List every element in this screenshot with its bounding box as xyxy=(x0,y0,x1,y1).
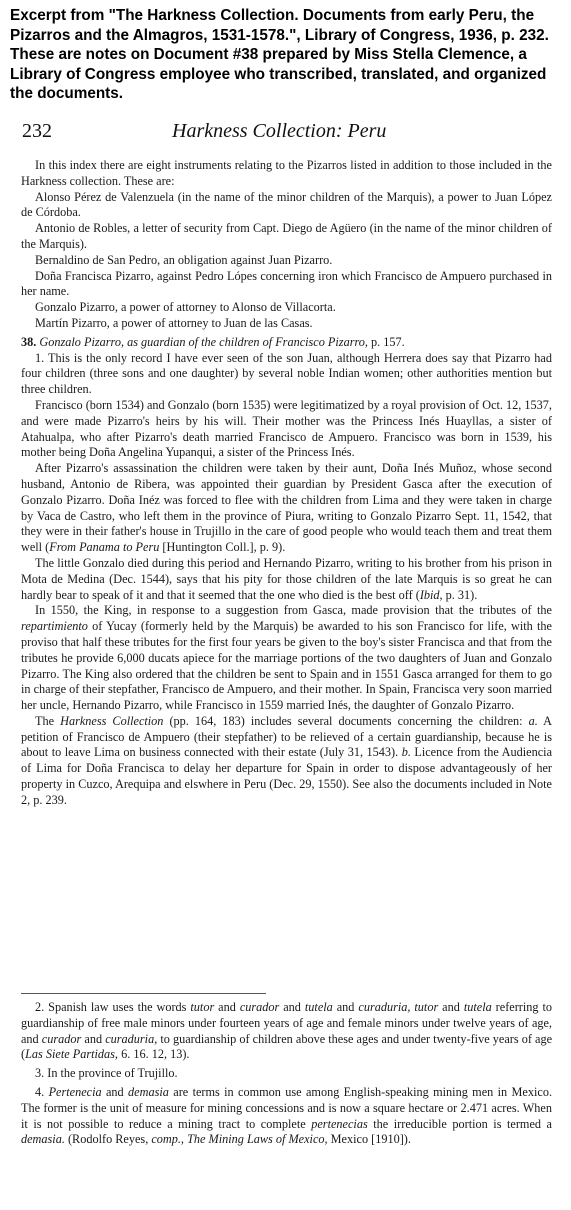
term: curador xyxy=(41,1031,82,1046)
citation: Las Siete Partidas, xyxy=(25,1047,118,1062)
footnotes xyxy=(21,1000,552,1151)
text-run: , p. 31). xyxy=(439,587,478,602)
citation: Harkness Collection xyxy=(60,713,164,728)
instrument-item: Martín Pizarro, a power of attorney to Juan de las Casas. xyxy=(35,315,313,330)
section-heading xyxy=(21,335,552,351)
text-run: The xyxy=(35,713,61,728)
text-run: and xyxy=(214,1000,240,1014)
excerpt-caption: Excerpt from "The Harkness Collection. Documents from early Peru, the Pizarros and the Almagros, 1531-1578.", Library of Congress, 1936, p. 232. These are notes on Document #38 prepared by Miss Stella Clemence, a Library of Congress employee who transcribed, translated, and organized the documents. xyxy=(10,7,549,103)
note-1-paragraph xyxy=(21,461,552,556)
note-1-paragraph: Francisco (born 1534) and Gonzalo (born 1535) were legitimatized by a royal provision of Oct. 12, 1537, and were made Pizarro's heirs by his will. Their mother was the Princess Inés Huayllas, a sister of Atahualpa, who after Pizarro's death married Francisco de Ampuero. Francisco was born in 1539, his mother being Doña Angelina Yupanqui, a sister of the Princess Inés. xyxy=(21,397,552,460)
instrument-item: Antonio de Robles, a letter of security from Capt. Diego de Agüero (in the name of the minor children of the Marquis). xyxy=(21,221,552,251)
text-run: of Yucay (formerly held by the Marquis) be awarded to his son Francisco for life, with the proviso that half these tributes for the first four years be given to the boy's sister Francisca and that from the tributes he provide 6,000 ducats apiece for the marriage portions of the two daughters of Juan and Gonzalo Pizarro. The King also ordered that the children be sent to Spain and in 1551 Gasca arranged for them to go in charge of their stepfather, Francisco de Ampuero, and their mother. In Spain, Francisca very soon married her uncle, Hernando Pizarro, while Francisco in 1559 married Inés, the daughter of Gonzalo Pizarro. xyxy=(21,619,552,713)
note-1-paragraph: 1. This is the only record I have ever seen of the son Juan, although Herrera does say that Pizarro had four children (three sons and one daughter) by several noble Indian women; other authorities mention but three children. xyxy=(21,350,552,397)
term: demasia. xyxy=(21,1132,65,1147)
list-marker: b. xyxy=(401,745,411,760)
section-page-ref: p. 157. xyxy=(371,334,405,349)
intro-paragraph: In this index there are eight instruments relating to the Pizarros listed in addition to those included in the Harkness collection. These are: xyxy=(21,158,552,188)
term: Pertenecia xyxy=(48,1084,102,1099)
page-number: 232 xyxy=(22,120,52,142)
text-run: are terms in common use among English-speaking mining men in Mexico. The former is the unit of measure for mining concessions and is now a square hectare or 2.471 acres. When it is not possible to reduce a mining tract to complete xyxy=(21,1084,553,1131)
section-number: 38. xyxy=(21,334,37,349)
text-run: Mexico [1910]). xyxy=(327,1132,411,1147)
term: demasia xyxy=(128,1084,169,1099)
text-run: Licence from the Audiencia of Lima for Doña Francisca to delay her departure for Spain in order to dispose advantageously of her property in Cuzco, Arequipa and elswhere in Peru (Dec. 29, 1550). See also the documents included in Note 2, p. 239. xyxy=(21,745,553,807)
term: tutela xyxy=(304,1000,333,1014)
term: tutor xyxy=(414,1000,439,1014)
text-run: (Rodolfo Reyes, xyxy=(64,1132,152,1147)
instrument-item: Gonzalo Pizarro, a power of attorney to Alonso de Villacorta. xyxy=(35,300,336,315)
note-1-paragraph xyxy=(21,714,552,809)
page-header xyxy=(22,120,547,150)
text-run: and xyxy=(101,1084,129,1099)
instrument-item: Alonso Pérez de Valenzuela (in the name of the minor children of the Marquis), a power to Juan López de Córdoba. xyxy=(21,189,552,220)
text-run: and xyxy=(438,1000,464,1014)
text-run: 4. xyxy=(35,1084,49,1099)
term: comp., xyxy=(151,1132,184,1147)
text-run: A petition of Francisco de Ampuero (their stepfather) to be relieved of a certain guardianship, because he is about to leave Lima on business connected with their estate (July 31, 1543). xyxy=(21,713,553,760)
term: tutela xyxy=(463,1000,492,1014)
citation: The Mining Laws of Mexico, xyxy=(187,1132,328,1147)
text-run: [Huntington Coll.], p. 9). xyxy=(159,540,286,555)
term: curaduria, xyxy=(358,1000,411,1014)
list-marker: a. xyxy=(528,713,538,728)
text-run: and xyxy=(279,1000,305,1014)
instrument-item: Doña Francisca Pizarro, against Pedro Lópes concerning iron which Francisco de Ampuero purchased in her name. xyxy=(21,268,552,299)
citation: From Panama to Peru xyxy=(49,540,160,555)
text-run: to guardianship of children above these ages and under twenty-five years of age ( xyxy=(21,1031,553,1062)
term: pertenecias xyxy=(311,1116,368,1131)
footnote-3: 3. In the province of Trujillo. xyxy=(35,1066,178,1081)
citation: Ibid xyxy=(419,587,440,602)
instrument-item: Bernaldino de San Pedro, an obligation against Juan Pizarro. xyxy=(35,252,333,267)
text-run: and xyxy=(332,1000,359,1014)
term: repartimiento xyxy=(21,619,88,634)
term: curaduria, xyxy=(105,1031,158,1046)
text-run: In 1550, the King, in response to a suggestion from Gasca, made provision that the tributes of the xyxy=(35,603,552,618)
running-title: Harkness Collection: Peru xyxy=(172,120,387,142)
text-run: and xyxy=(81,1031,106,1046)
text-run: the irreducible portion is termed a xyxy=(367,1116,552,1131)
text-run: 2. Spanish law uses the words xyxy=(35,1000,191,1014)
text-run: The little Gonzalo died during this period and Hernando Pizarro, writing to his brother from his prison in Mota de Medina (Dec. 1544), says that his pity for those children of the late Marquis is so great he can hardly bear to speak of it and that it seemed that the one who died is the best off ( xyxy=(21,555,552,602)
text-run: referring to guardianship of free male minors under fourteen years of age and female minors under twelve years of age, and xyxy=(21,1000,553,1046)
footnote-divider xyxy=(21,993,266,994)
note-1-paragraph xyxy=(21,556,552,603)
section-title: Gonzalo Pizarro, as guardian of the children of Francisco Pizarro, xyxy=(39,334,368,349)
text-run: (pp. 164, 183) includes several documents concerning the children: xyxy=(163,713,529,728)
term: curador xyxy=(239,1000,280,1014)
footnote-2 xyxy=(21,1000,552,1063)
footnote-4 xyxy=(21,1085,552,1148)
text-run: 6. 16. 12, 13). xyxy=(118,1047,190,1062)
page-body xyxy=(21,158,552,809)
text-run: After Pizarro's assassination the children were taken by their aunt, Doña Inés Muñoz, whose second husband, Antonio de Ribera, was appointed their guardian by President Gasca after the execution of Gonzalo Pizarro. Doña Inéz was forced to flee with the children from Lima and they were taken in charge by Vaca de Castro, who left them in the province of Piura, writing to Gonzalo Pizarro Sept. 11, 1542, that they were in their father's house in Trujillo in the care of good people who would teach them and treat them well ( xyxy=(21,461,552,555)
term: tutor xyxy=(190,1000,215,1014)
note-1-paragraph xyxy=(21,603,552,714)
